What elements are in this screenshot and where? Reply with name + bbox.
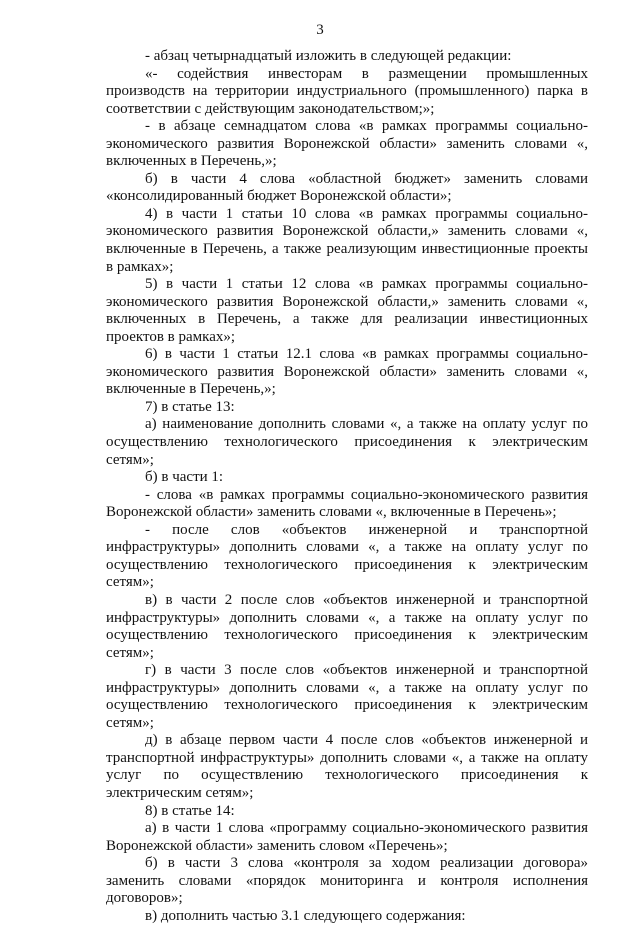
paragraph: «- содействия инвесторам в размещении промышленных производств на территории индустриального (промышленного) парка в соответствии с действующим законодательством;»; — [106, 65, 588, 117]
paragraph: б) в части 3 слова «контроля за ходом реализации договора» заменить словами «порядок мониторинга и контроля исполнения договоров»; — [106, 855, 588, 907]
paragraph: - слова «в рамках программы социально-экономического развития Воронежской области» заменить словами «, включенные в Перечень»; — [106, 486, 588, 521]
paragraph: д) в абзаце первом части 4 после слов «объектов инженерной и транспортной инфраструктуры» дополнить словами «, а также на оплату услуг по осуществлению технологического присоединения к электрическим сетям»; — [106, 732, 588, 801]
paragraph: - в абзаце семнадцатом слова «в рамках программы социально-экономического развития Воронежской области» заменить словами «, включенных в Перечень,»; — [106, 118, 588, 170]
paragraph: б) в части 1: — [145, 469, 224, 486]
paragraph: а) наименование дополнить словами «, а также на оплату услуг по осуществлению технологического присоединения к электрическим сетям»; — [106, 416, 588, 468]
document-body — [106, 48, 588, 925]
page-number: 3 — [316, 22, 324, 38]
paragraph: - абзац четырнадцатый изложить в следующей редакции: — [145, 48, 512, 64]
paragraph: 4) в части 1 статьи 10 слова «в рамках программы социально-экономического развития Воронежской области,» заменить словами «, включенные в Перечень, а также реализующим инвестиционные проекты в рамках»; — [106, 205, 588, 275]
paragraph: 7) в статье 13: — [145, 398, 235, 415]
paragraph: 8) в статье 14: — [145, 802, 235, 819]
paragraph: 5) в части 1 статьи 12 слова «в рамках программы социально-экономического развития Воронежской области,» заменить словами «, включенных в Перечень, а также для реализации инвестиционных проектов в рамках»; — [106, 276, 588, 345]
paragraph: г) в части 3 после слов «объектов инженерной и транспортной инфраструктуры» дополнить словами «, а также на оплату услуг по осуществлению технологического присоединения к электрическим сетям»; — [106, 662, 588, 731]
paragraph: - после слов «объектов инженерной и транспортной инфраструктуры» дополнить словами «, а также на оплату услуг по осуществлению технологического присоединения к электрическим сетям»; — [106, 521, 588, 591]
paragraph: в) в части 2 после слов «объектов инженерной и транспортной инфраструктуры» дополнить словами «, а также на оплату услуг по осуществлению технологического присоединения к электрическим сетям»; — [106, 591, 588, 661]
paragraph: а) в части 1 слова «программу социально-экономического развития Воронежской области» заменить словом «Перечень»; — [106, 820, 588, 854]
paragraph: б) в части 4 слова «областной бюджет» заменить словами «консолидированный бюджет Воронежской области»; — [106, 170, 588, 205]
paragraph: в) дополнить частью 3.1 следующего содержания: — [145, 907, 466, 924]
paragraph: 6) в части 1 статьи 12.1 слова «в рамках программы социально-экономического развития Воронежской области» заменить словами «, включенные в Перечень,»; — [106, 346, 588, 398]
